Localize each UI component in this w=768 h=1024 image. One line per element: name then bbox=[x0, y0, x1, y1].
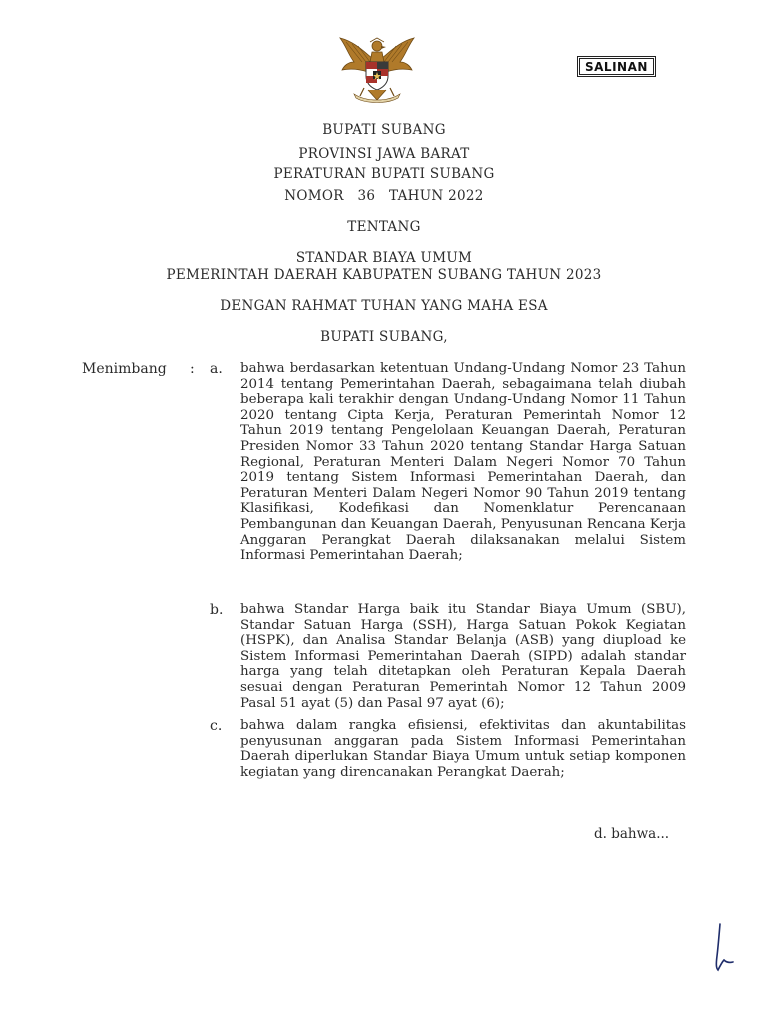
item-letter-b: b. bbox=[210, 602, 224, 618]
regulation-type: PERATURAN BUPATI SUBANG bbox=[273, 166, 495, 182]
consideration-c: bahwa dalam rangka efisiensi, efektivitas dan akuntabilitas penyusunan anggaran pada Sistem Informasi Pemerintahan Daerah diperlukan Standar Biaya Umum untuk setiap komponen kegiatan yang direncanakan Perangkat Daerah; bbox=[240, 718, 686, 780]
province-title: PROVINSI JAWA BARAT bbox=[298, 146, 470, 162]
garuda-emblem-icon bbox=[332, 32, 422, 104]
item-letter-a: a. bbox=[210, 361, 223, 377]
menimbang-label: Menimbang bbox=[82, 361, 167, 377]
initial-signature-icon bbox=[712, 922, 736, 974]
subject-line-1: STANDAR BIAYA UMUM bbox=[295, 250, 473, 266]
salinan-stamp: SALINAN bbox=[579, 58, 654, 75]
menimbang-colon: : bbox=[190, 361, 195, 377]
subject-line-2: PEMERINTAH DAERAH KABUPATEN SUBANG TAHUN 2023 bbox=[166, 267, 602, 283]
consideration-b: bahwa Standar Harga baik itu Standar Biaya Umum (SBU), Standar Satuan Harga (SSH), Harga Satuan Pokok Kegiatan (HSPK), dan Analisa Standar Belanja (ASB) yang diupload ke Sistem Informasi Pemerintahan Daerah (SIPD) adalah standar harga yang telah ditetapkan oleh Peraturan Kepala Daerah sesuai dengan Peraturan Pemerintah Nomor 12 Tahun 2009 Pasal 51 ayat (5) dan Pasal 97 ayat (6); bbox=[240, 602, 686, 711]
tentang-heading: TENTANG bbox=[347, 219, 421, 235]
item-letter-c: c. bbox=[210, 718, 223, 734]
next-page-catchword: d. bahwa... bbox=[594, 826, 670, 842]
issuer-line: BUPATI SUBANG, bbox=[320, 329, 448, 345]
consideration-a: bahwa berdasarkan ketentuan Undang-Undang Nomor 23 Tahun 2014 tentang Pemerintahan Daerah, sebagaimana telah diubah beberapa kali terakhir dengan Undang-Undang Nomor 11 Tahun 2020 tentang Cipta Kerja, Peraturan Pemerintah Nomor 12 Tahun 2019 tentang Pengelolaan Keuangan Daerah, Peraturan Presiden Nomor 33 Tahun 2020 tentang Standar Harga Satuan Regional, Peraturan Menteri Dalam Negeri Nomor 70 Tahun 2019 tentang Sistem Informasi Pemerintahan Daerah, dan Peraturan Menteri Dalam Negeri Nomor 90 Tahun 2019 tentang Klasifikasi, Kodefikasi dan Nomenklatur Perencanaan Pembangunan dan Keuangan Daerah, Penyusunan Rencana Kerja Anggaran Perangkat Daerah dilaksanakan melalui Sistem Informasi Pemerintahan Daerah; bbox=[240, 361, 686, 564]
blessing-line: DENGAN RAHMAT TUHAN YANG MAHA ESA bbox=[220, 298, 548, 314]
regent-title: BUPATI SUBANG bbox=[322, 122, 446, 138]
regulation-number: NOMOR 36 TAHUN 2022 bbox=[284, 188, 484, 204]
